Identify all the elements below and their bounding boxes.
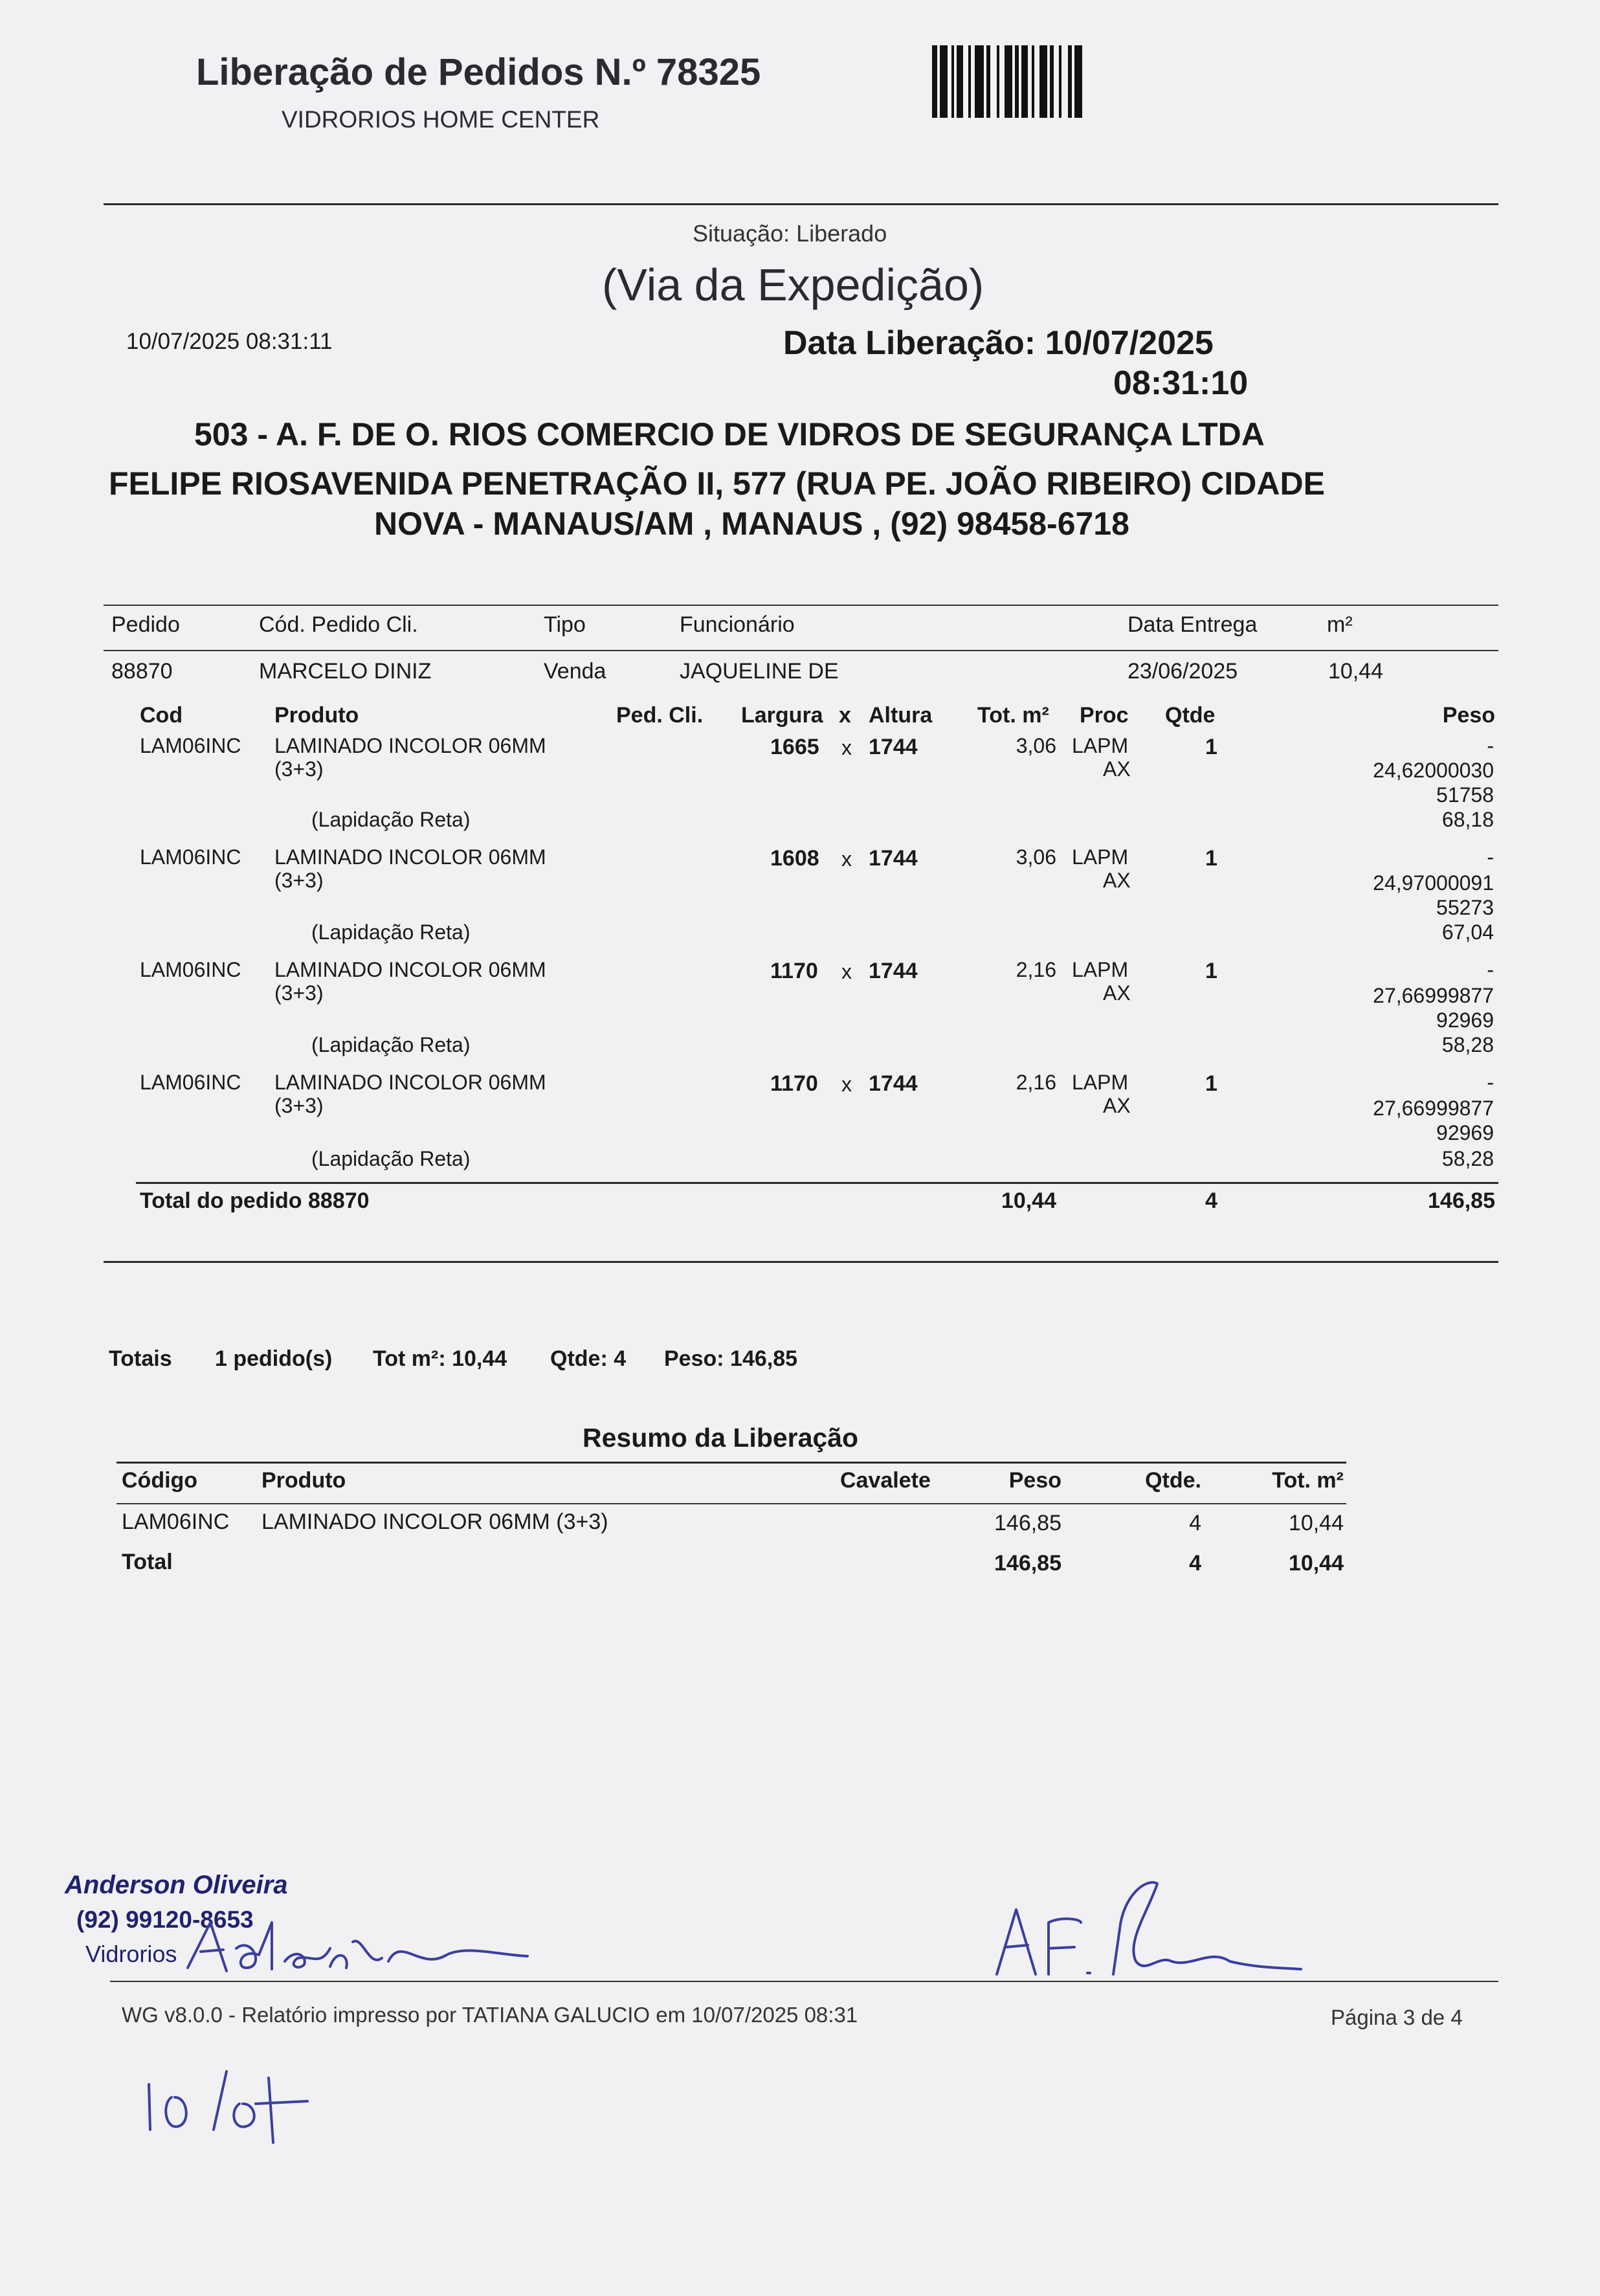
items-col-peso: Peso	[1442, 703, 1495, 728]
item-peso-1: 27,66999877	[1373, 1097, 1494, 1120]
resumo-title: Resumo da Liberação	[583, 1423, 859, 1453]
order-header-top-line	[104, 605, 1498, 606]
data-liberacao-time: 08:31:10	[1113, 364, 1249, 402]
data-liberacao: Data Liberação: 10/07/2025	[783, 324, 1214, 362]
client-address-line1: FELIPE RIOSAVENIDA PENETRAÇÃO II, 577 (RUA PE. JOÃO RIBEIRO) CIDADE	[109, 465, 1325, 502]
resumo-tot-m2: 10,44	[1288, 1511, 1344, 1535]
handwritten-signature-right	[984, 1871, 1307, 1994]
item-acabamento: (Lapidação Reta)	[311, 1147, 471, 1170]
via-label: (Via da Expedição)	[602, 260, 984, 310]
order-total-label: Total do pedido 88870	[140, 1188, 370, 1213]
stamp-name: Anderson Oliveira	[65, 1871, 288, 1899]
footer-divider	[110, 1981, 1498, 1982]
items-col-tot-m2: Tot. m²	[977, 703, 1049, 728]
item-peso-1: 27,66999877	[1373, 984, 1494, 1007]
company-name: VIDRORIOS HOME CENTER	[282, 106, 600, 133]
resumo-peso: 146,85	[994, 1511, 1061, 1535]
data-entrega-value: 23/06/2025	[1128, 659, 1238, 684]
item-produto: LAMINADO INCOLOR 06MM	[274, 958, 546, 981]
totais-label: Totais	[109, 1346, 172, 1371]
pedido-value: 88870	[111, 659, 173, 684]
cod-cli-value: MARCELO DINIZ	[259, 659, 432, 684]
order-total-line	[136, 1182, 1498, 1184]
footer-printed-by: WG v8.0.0 - Relatório impresso por TATIANA GALUCIO em 10/07/2025 08:31	[122, 2003, 858, 2027]
handwritten-signature-left	[175, 1910, 537, 1987]
item-proc-1: LAPM	[1072, 845, 1129, 869]
tipo-value: Venda	[544, 659, 606, 684]
order-header-bottom-line	[104, 650, 1498, 651]
item-proc-2: AX	[1103, 1094, 1131, 1117]
printed-datetime: 10/07/2025 08:31:11	[126, 329, 333, 354]
item-peso-3: 68,18	[1441, 808, 1494, 831]
item-proc-2: AX	[1103, 869, 1131, 892]
items-col-altura: Altura	[869, 703, 933, 728]
item-cod: LAM06INC	[140, 845, 241, 869]
resumo-qtde: 4	[1189, 1511, 1201, 1535]
order-total-peso: 146,85	[1428, 1188, 1495, 1213]
resumo-top-line	[117, 1462, 1346, 1464]
resumo-header-line	[117, 1503, 1346, 1504]
item-peso-2: 92969	[1436, 1009, 1494, 1032]
item-largura: 1665	[770, 735, 819, 759]
handwritten-date-note	[136, 2058, 317, 2149]
items-col-largura: Largura	[741, 703, 823, 728]
item-x: x	[841, 960, 852, 983]
section-divider	[104, 1261, 1498, 1263]
item-x: x	[841, 1073, 852, 1096]
item-altura: 1744	[869, 735, 918, 759]
item-qtde: 1	[1205, 846, 1217, 871]
item-produto: LAMINADO INCOLOR 06MM	[274, 734, 546, 757]
item-proc-1: LAPM	[1072, 958, 1129, 981]
item-largura: 1170	[770, 1071, 818, 1096]
item-proc-2: AX	[1103, 757, 1131, 781]
item-peso-3: 58,28	[1441, 1033, 1494, 1056]
totais-m2: Tot m²: 10,44	[373, 1346, 507, 1371]
resumo-codigo: LAM06INC	[122, 1510, 230, 1534]
item-peso-dash: -	[1487, 958, 1494, 981]
item-peso-2: 92969	[1436, 1121, 1494, 1144]
item-acabamento: (Lapidação Reta)	[311, 920, 471, 944]
totais-pedidos: 1 pedido(s)	[215, 1346, 333, 1371]
col-cod-cli-label: Cód. Pedido Cli.	[259, 612, 418, 637]
stamp-phone: (92) 99120-8653	[76, 1906, 254, 1933]
item-largura: 1170	[770, 959, 818, 983]
item-altura: 1744	[869, 1071, 918, 1096]
resumo-col-qtde: Qtde.	[1145, 1468, 1201, 1493]
item-altura: 1744	[869, 846, 918, 871]
items-col-x: x	[839, 703, 851, 728]
item-peso-3: 58,28	[1441, 1147, 1494, 1170]
item-peso-2: 51758	[1436, 783, 1494, 807]
header-divider	[104, 203, 1498, 205]
resumo-col-codigo: Código	[122, 1468, 198, 1493]
items-col-cod: Cod	[140, 703, 183, 728]
item-peso-dash: -	[1487, 845, 1494, 869]
item-proc-1: LAPM	[1072, 734, 1129, 757]
item-produto: LAMINADO INCOLOR 06MM	[274, 1071, 546, 1094]
item-proc-1: LAPM	[1072, 1071, 1129, 1094]
order-total-m2: 10,44	[1001, 1188, 1056, 1213]
item-produto: LAMINADO INCOLOR 06MM	[274, 845, 546, 869]
items-col-ped-cli: Ped. Cli.	[616, 703, 704, 728]
item-cod: LAM06INC	[140, 1071, 241, 1094]
item-altura: 1744	[869, 959, 918, 983]
item-peso-3: 67,04	[1441, 920, 1494, 944]
item-tot-m2: 3,06	[1016, 734, 1056, 757]
item-x: x	[841, 847, 852, 871]
col-m2-label: m²	[1327, 612, 1353, 637]
footer-page-number: Página 3 de 4	[1331, 2005, 1463, 2029]
item-qtde: 1	[1205, 1071, 1217, 1096]
items-col-produto: Produto	[274, 703, 359, 728]
document-title: Liberação de Pedidos N.º 78325	[196, 51, 761, 93]
item-acabamento: (Lapidação Reta)	[311, 1033, 471, 1056]
resumo-total-m2: 10,44	[1288, 1551, 1344, 1576]
resumo-col-produto: Produto	[261, 1468, 346, 1493]
barcode	[932, 45, 1178, 118]
item-peso-dash: -	[1487, 734, 1494, 757]
item-x: x	[841, 736, 852, 759]
item-peso-dash: -	[1487, 1071, 1494, 1094]
situacao-label: Situação: Liberado	[693, 220, 887, 247]
item-produto-2: (3+3)	[274, 757, 324, 781]
resumo-col-tot-m2: Tot. m²	[1272, 1468, 1344, 1493]
item-produto-2: (3+3)	[274, 1094, 324, 1117]
client-address-line2: NOVA - MANAUS/AM , MANAUS , (92) 98458-6718	[374, 506, 1129, 542]
item-proc-2: AX	[1103, 981, 1131, 1005]
resumo-col-peso: Peso	[1008, 1468, 1061, 1493]
m2-value: 10,44	[1328, 659, 1384, 684]
item-produto-2: (3+3)	[274, 981, 324, 1005]
resumo-col-cavalete: Cavalete	[840, 1468, 931, 1493]
item-qtde: 1	[1205, 959, 1217, 983]
item-tot-m2: 3,06	[1016, 845, 1056, 869]
item-cod: LAM06INC	[140, 734, 241, 757]
resumo-total-label: Total	[122, 1550, 173, 1574]
col-funcionario-label: Funcionário	[680, 612, 795, 637]
resumo-total-qtde: 4	[1189, 1551, 1201, 1576]
item-peso-2: 55273	[1436, 896, 1494, 919]
item-produto-2: (3+3)	[274, 869, 324, 892]
col-pedido-label: Pedido	[111, 612, 180, 637]
item-largura: 1608	[770, 846, 819, 871]
totais-peso: Peso: 146,85	[664, 1346, 798, 1371]
col-data-entrega-label: Data Entrega	[1128, 612, 1258, 637]
items-col-proc: Proc	[1080, 703, 1129, 728]
item-tot-m2: 2,16	[1016, 958, 1056, 981]
item-peso-1: 24,97000091	[1373, 871, 1494, 895]
resumo-produto: LAMINADO INCOLOR 06MM (3+3)	[261, 1510, 608, 1534]
stamp-company: Vidrorios	[85, 1941, 177, 1967]
resumo-total-peso: 146,85	[994, 1551, 1061, 1576]
items-col-qtde: Qtde	[1165, 703, 1216, 728]
item-tot-m2: 2,16	[1016, 1071, 1056, 1094]
client-name: 503 - A. F. DE O. RIOS COMERCIO DE VIDROS DE SEGURANÇA LTDA	[194, 416, 1265, 452]
item-peso-1: 24,62000030	[1373, 759, 1494, 782]
item-cod: LAM06INC	[140, 958, 241, 981]
col-tipo-label: Tipo	[544, 612, 586, 637]
order-total-qtde: 4	[1205, 1188, 1217, 1213]
item-acabamento: (Lapidação Reta)	[311, 808, 471, 831]
funcionario-value: JAQUELINE DE	[680, 659, 839, 684]
totais-qtde: Qtde: 4	[550, 1346, 627, 1371]
item-qtde: 1	[1205, 735, 1217, 759]
